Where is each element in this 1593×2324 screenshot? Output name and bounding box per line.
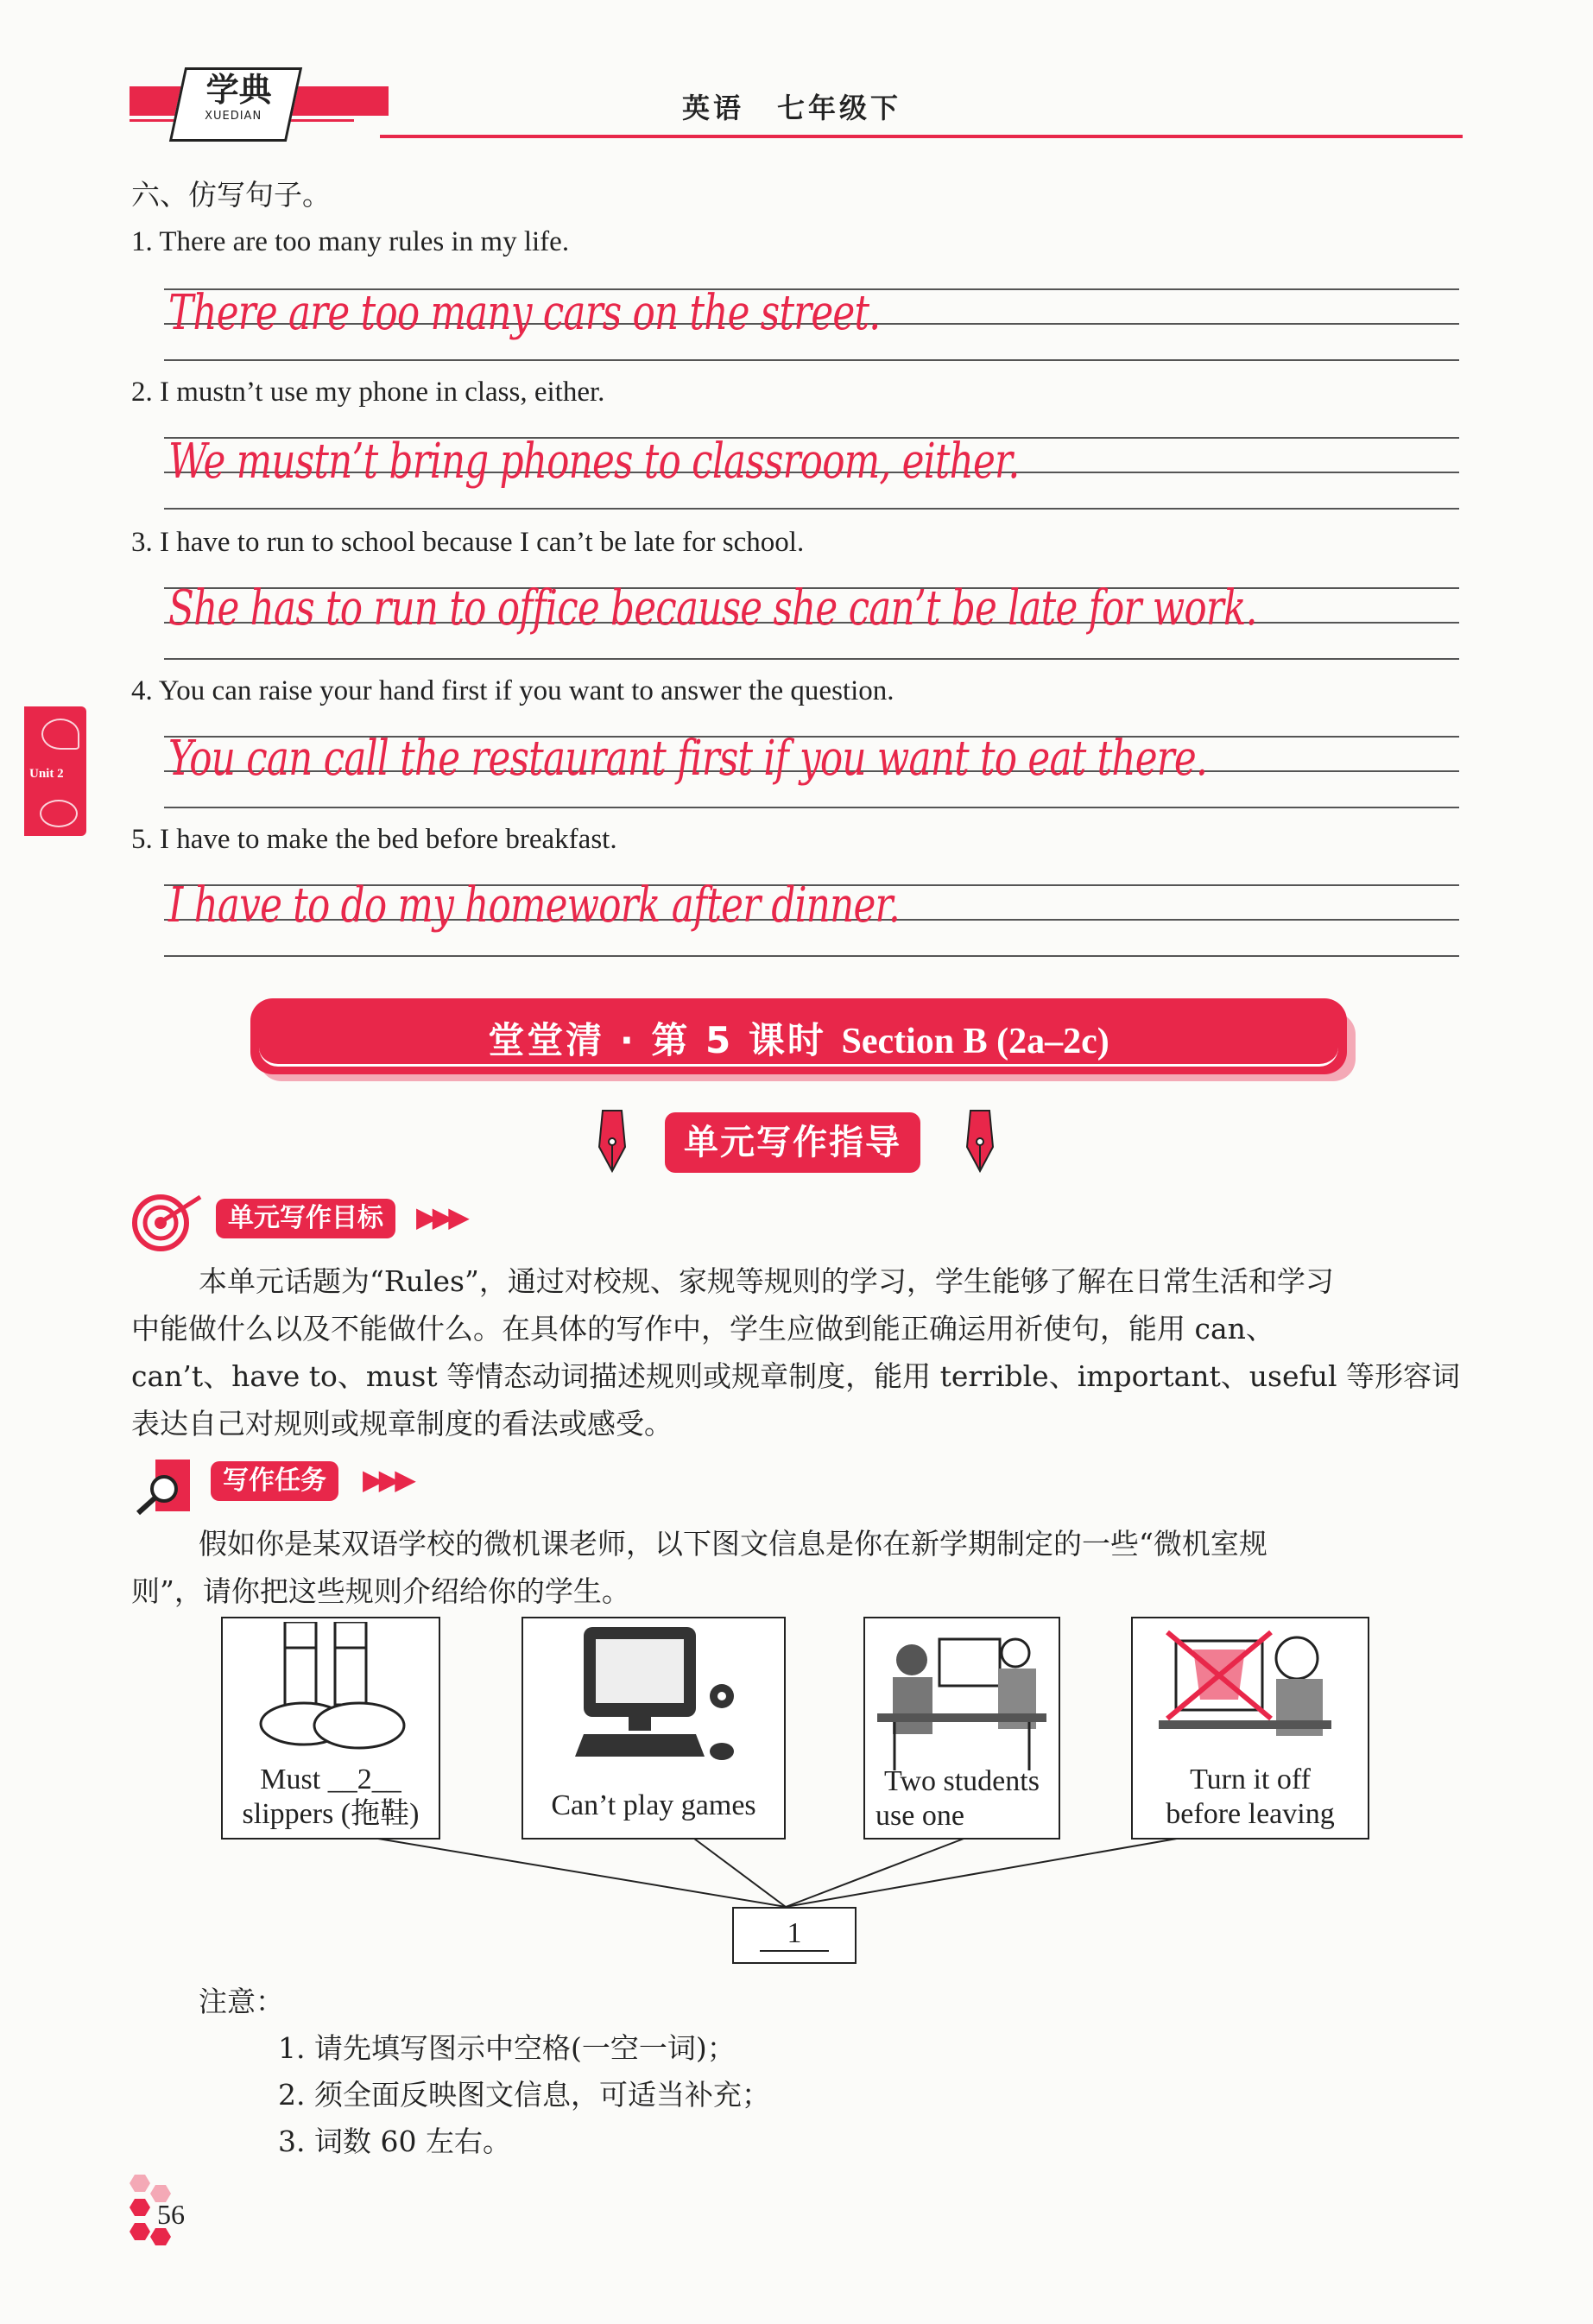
exercise-prompt: 2. I mustn’t use my phone in class, either. <box>131 377 605 408</box>
diagram-center-box <box>732 1907 857 1964</box>
turn-off-computer-icon <box>1159 1624 1349 1762</box>
task-label: 写作任务 <box>211 1461 338 1501</box>
unit-label: Unit 2 <box>29 767 64 781</box>
lesson-banner-title <box>250 1012 1347 1064</box>
task-paragraph <box>131 1520 1461 1615</box>
logo-text: 学典 <box>205 70 272 109</box>
handwritten-answer: I have to do my homework after dinner. <box>168 877 900 934</box>
handwritten-answer: There are too many cars on the street. <box>168 285 881 341</box>
rule-card-games <box>522 1617 786 1840</box>
subject: 英语 <box>682 92 745 124</box>
card-caption: Must __2__ <box>260 1764 401 1795</box>
page-number: 56 <box>157 2199 185 2230</box>
logo <box>169 67 302 142</box>
pen-nib-icon <box>964 1107 996 1175</box>
magnifier-icon <box>130 1454 199 1517</box>
card-caption: Two students <box>884 1765 1040 1797</box>
paragraph-line: 则”，请你把这些规则介绍给你的学生。 <box>131 1574 630 1608</box>
paragraph-line: 中能做什么以及不能做什么。在具体的写作中，学生应做到能正确运用祈使句，能用 can、 <box>131 1312 1274 1346</box>
logo-subtext: XUEDIAN <box>205 110 262 123</box>
exercise-prompt: 5. I have to make the bed before breakfast. <box>131 824 617 855</box>
pen-nib-icon <box>596 1107 629 1175</box>
card-caption: slippers (拖鞋) <box>242 1798 420 1830</box>
handwritten-answer: She has to run to office because she can’t be late for work. <box>168 580 1257 636</box>
rule-card-slippers <box>221 1617 440 1840</box>
wing-icon <box>41 719 79 750</box>
writing-guide-title: 单元写作指导 <box>665 1112 920 1173</box>
target-icon <box>128 1192 205 1252</box>
rule-card-turn-off <box>1131 1617 1369 1840</box>
page-header-title <box>682 86 934 126</box>
paragraph-line: 假如你是某双语学校的微机课老师，以下图文信息是你在新学期制定的一些“微机室规 <box>199 1527 1267 1561</box>
exercise-prompt: 4. You can raise your hand first if you want to answer the question. <box>131 675 894 706</box>
note-item: 1. 请先填写图示中空格(一空一词)； <box>278 2031 736 2065</box>
goal-paragraph <box>131 1257 1461 1447</box>
note-item: 2. 须全面反映图文信息，可适当补充； <box>278 2078 770 2112</box>
paragraph-line: 本单元话题为“Rules”，通过对校规、家规等规则的学习，学生能够了解在日常生活和学习 <box>199 1264 1334 1298</box>
triple-arrow-icon: ▶▶▶ <box>416 1200 465 1233</box>
triple-arrow-icon: ▶▶▶ <box>363 1463 411 1496</box>
card-caption: before leaving <box>1166 1798 1335 1830</box>
goal-label: 单元写作目标 <box>216 1199 395 1238</box>
handwritten-answer: We mustn’t bring phones to classroom, either. <box>168 434 1020 490</box>
center-blank: 1 <box>760 1917 829 1952</box>
paragraph-line: 表达自己对规则或规章制度的看法或感受。 <box>131 1407 673 1441</box>
exercise-prompt: 3. I have to run to school because I can’t be late for school. <box>131 527 805 558</box>
card-caption: Can’t play games <box>551 1789 756 1821</box>
banner-cn: 堂堂清 · 第 5 课时 <box>488 1019 842 1061</box>
section-title: 六、仿写句子。 <box>131 178 331 212</box>
grade: 七年级下 <box>777 92 902 124</box>
swirl-icon <box>40 800 78 827</box>
handwritten-answer: You can call the restaurant first if you want to eat there. <box>168 731 1208 787</box>
note-item: 3. 词数 60 左右。 <box>278 2125 511 2158</box>
card-caption: use one <box>876 1800 964 1832</box>
computer-icon <box>575 1627 748 1774</box>
paragraph-line: can’t、have to、must 等情态动词描述规则或规章制度，能用 terrible、important、useful 等形容词 <box>131 1359 1460 1393</box>
exercise-prompt: 1. There are too many rules in my life. <box>131 226 570 257</box>
notes-title: 注意： <box>199 1985 284 2018</box>
students-at-computer-icon <box>877 1624 1046 1770</box>
unit-side-tab <box>24 706 86 836</box>
rule-card-sharing <box>863 1617 1060 1840</box>
banner-en: Section B (2a–2c) <box>841 1022 1109 1061</box>
card-caption: Turn it off <box>1190 1764 1311 1795</box>
header-rule <box>380 135 1463 138</box>
slippers-icon <box>249 1622 413 1751</box>
